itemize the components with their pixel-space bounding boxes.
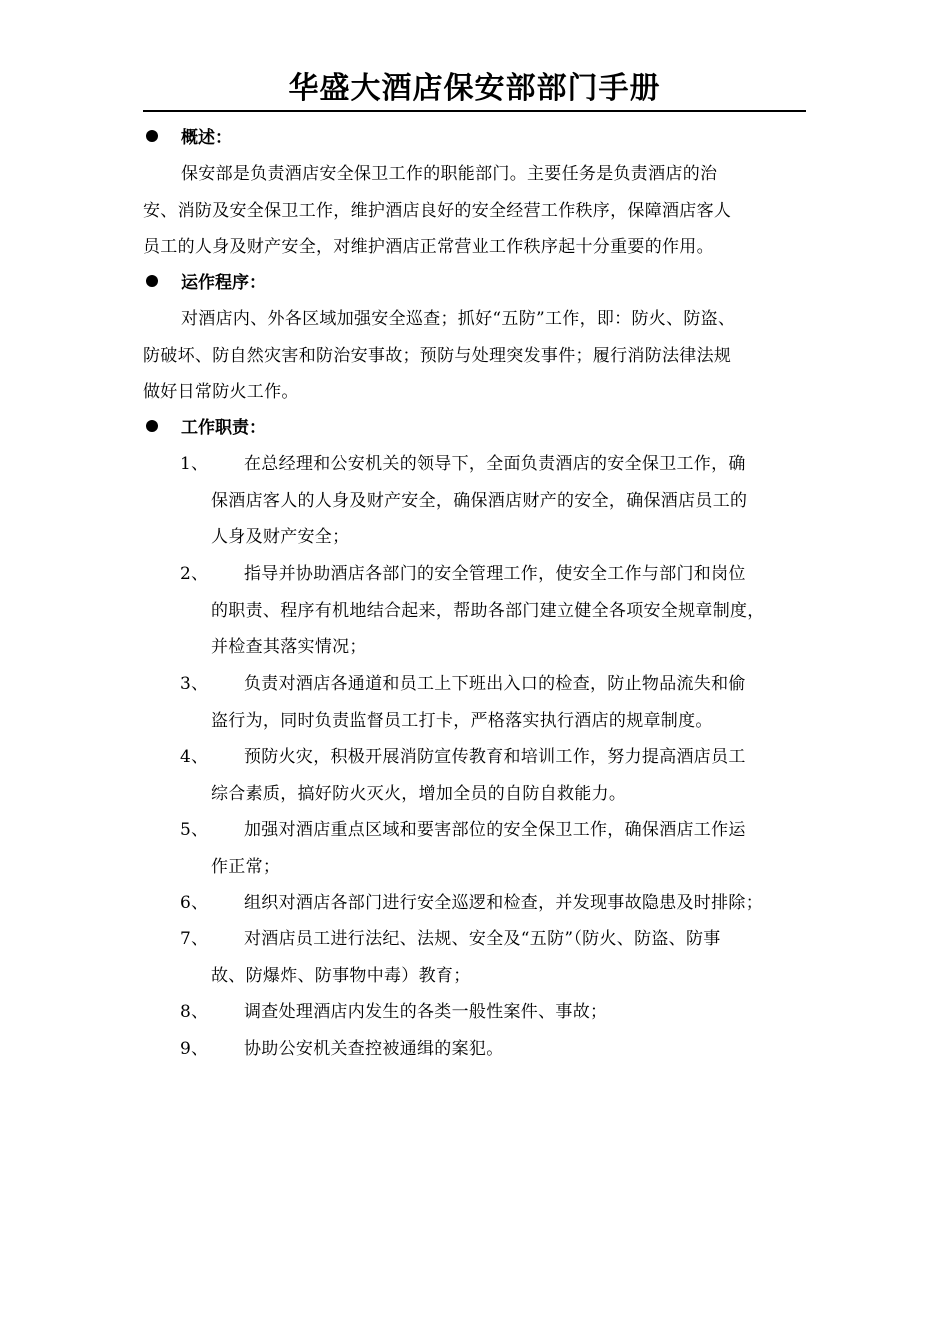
duty-line: 的职责、程序有机地结合起来，帮助各部门建立健全各项安全规章制度， bbox=[211, 600, 765, 621]
bullet-icon bbox=[146, 130, 158, 142]
duty-line: 作正常； bbox=[211, 856, 281, 877]
duty-number: 8、 bbox=[180, 1002, 209, 1022]
bullet-icon bbox=[146, 420, 158, 432]
bullet-icon bbox=[146, 275, 158, 287]
duty-item bbox=[180, 446, 830, 556]
duty-number: 9、 bbox=[180, 1039, 209, 1059]
section-heading-duties bbox=[146, 413, 266, 443]
duty-line: 加强对酒店重点区域和要害部位的安全保卫工作，确保酒店工作运 bbox=[244, 820, 746, 840]
duty-line: 并检查其落实情况； bbox=[211, 637, 367, 657]
duty-line: 人身及财产安全； bbox=[211, 527, 350, 547]
duty-number: 4、 bbox=[180, 747, 209, 767]
duty-line: 保酒店客人的人身及财产安全，确保酒店财产的安全，确保酒店员工的 bbox=[211, 490, 748, 511]
duty-line: 在总经理和公安机关的领导下，全面负责酒店的安全保卫工作，确 bbox=[244, 454, 746, 474]
duty-item bbox=[180, 666, 830, 739]
duty-line: 指导并协助酒店各部门的安全管理工作，使安全工作与部门和岗位 bbox=[244, 564, 746, 584]
duty-item bbox=[180, 812, 830, 885]
duty-line: 综合素质，搞好防火灭火，增加全员的自防自救能力。 bbox=[211, 783, 627, 804]
duty-line: 负责对酒店各通道和员工上下班出入口的检查，防止物品流失和偷 bbox=[244, 674, 746, 694]
duty-number: 6、 bbox=[180, 893, 209, 913]
duty-line: 调查处理酒店内发生的各类一般性案件、事故； bbox=[244, 1002, 608, 1022]
duty-line: 故、防爆炸、防事物中毒）教育； bbox=[211, 965, 471, 986]
procedure-paragraph bbox=[143, 301, 823, 411]
duty-line: 组织对酒店各部门进行安全巡逻和检查，并发现事故隐患及时排除； bbox=[244, 893, 763, 913]
duty-item bbox=[180, 1031, 830, 1068]
section-heading-text: 运作程序： bbox=[181, 273, 266, 293]
section-heading-procedure bbox=[146, 268, 266, 298]
duty-number: 1、 bbox=[180, 454, 209, 474]
duty-number: 5、 bbox=[180, 820, 209, 840]
duty-item bbox=[180, 921, 830, 994]
duty-line: 协助公安机关查控被通缉的案犯。 bbox=[244, 1039, 504, 1059]
section-heading-text: 概述： bbox=[181, 128, 232, 148]
duty-item bbox=[180, 556, 830, 666]
paragraph-line: 防破坏、防自然灾害和防治安事故；预防与处理突发事件；履行消防法律法规 bbox=[143, 345, 732, 366]
duty-item bbox=[180, 994, 830, 1031]
duty-number: 3、 bbox=[180, 674, 209, 694]
section-heading-text: 工作职责： bbox=[181, 418, 266, 438]
paragraph-line: 安、消防及安全保卫工作，维护酒店良好的安全经营工作秩序，保障酒店客人 bbox=[143, 200, 732, 221]
overview-paragraph bbox=[143, 156, 823, 266]
paragraph-line: 员工的人身及财产安全，对维护酒店正常营业工作秩序起十分重要的作用。 bbox=[143, 237, 714, 257]
duty-line: 对酒店员工进行法纪、法规、安全及“五防”（防火、防盗、防事 bbox=[244, 929, 721, 949]
paragraph-line: 保安部是负责酒店安全保卫工作的职能部门。主要任务是负责酒店的治 bbox=[181, 164, 718, 184]
document-title: 华盛大酒店保安部部门手册 bbox=[143, 68, 806, 112]
duty-line: 预防火灾，积极开展消防宣传教育和培训工作，努力提高酒店员工 bbox=[244, 747, 746, 767]
paragraph-line: 对酒店内、外各区域加强安全巡查；抓好“五防”工作，即：防火、防盗、 bbox=[181, 309, 736, 329]
paragraph-line: 做好日常防火工作。 bbox=[143, 382, 299, 402]
duty-item bbox=[180, 739, 830, 812]
duty-number: 2、 bbox=[180, 564, 209, 584]
duty-item bbox=[180, 885, 830, 922]
duty-line: 盗行为，同时负责监督员工打卡，严格落实执行酒店的规章制度。 bbox=[211, 710, 713, 731]
section-heading-overview bbox=[146, 123, 232, 153]
duty-number: 7、 bbox=[180, 929, 209, 949]
